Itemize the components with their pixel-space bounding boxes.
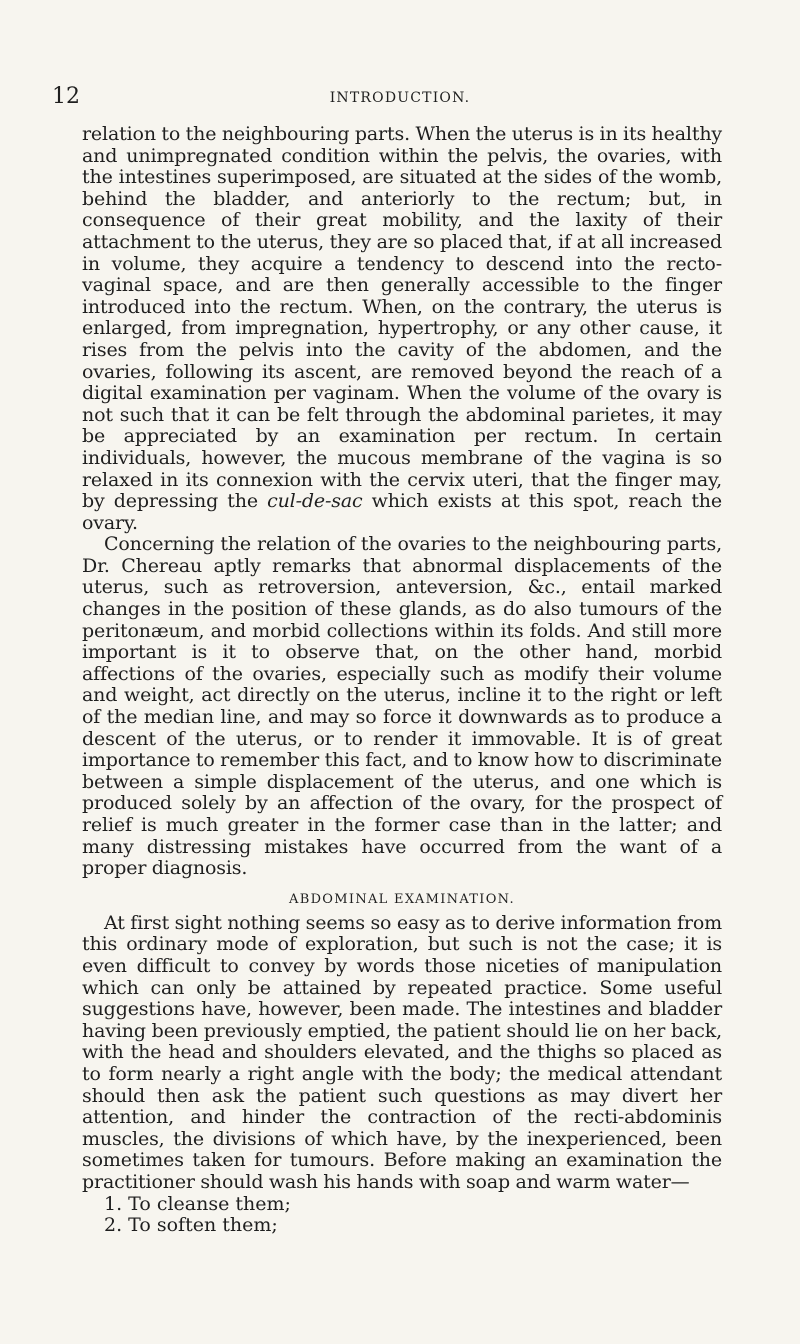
list-item: 2. To soften them; bbox=[104, 1214, 278, 1237]
list-item: 1. To cleanse them; bbox=[104, 1192, 291, 1215]
body-text bbox=[82, 124, 722, 1237]
page-number: 12 bbox=[52, 84, 80, 109]
running-head: INTRODUCTION. bbox=[329, 90, 471, 106]
paragraph-ovary-relation bbox=[82, 124, 722, 534]
italic-term: cul-de-sac bbox=[267, 490, 363, 513]
paragraph-text: which exists at this spot, reach the ovary. bbox=[82, 490, 722, 534]
paragraph-chereau: Concerning the relation of the ovaries to the neighbouring parts, Dr. Chereau aptly remarks that abnormal displacements of the uterus, such as retroversion, anteversion, &c., entail marked changes in the position of these glands, as do also tumours of the peritonæum, and morbid collections within its folds. And still more important is it to observe that, on the other hand, morbid affections of the ovaries, especially such as modify their volume and weight, act directly on the uterus, incline it to the right or left of the median line, and may so force it downwards as to produce a descent of the uterus, or to render it immovable. It is of great importance to remember this fact, and to know how to discriminate between a simple displacement of the uterus, and one which is produced solely by an affection of the ovary, for the prospect of relief is much greater in the former case than in the latter; and many distressing mistakes have occurred from the want of a proper diagnosis. bbox=[82, 533, 722, 880]
paragraph-text: relation to the neighbouring parts. When the uterus is in its healthy and unimpregnated condition within the pelvis, the ovaries, with the intestines superimposed, are situated at the sides of the womb, behind the bladder, and anteriorly to the rectum; but, in consequence of their great mobility, and the laxity of their attachment to the uterus, they are so placed that, if at all increased in volume, they acquire a tendency to descend into the recto-vaginal space, and are then generally accessible to the finger introduced into the rectum. When, on the contrary, the uterus is enlarged, from impregnation, hypertrophy, or any other cause, it rises from the pelvis into the cavity of the abdomen, and the ovaries, following its ascent, are removed beyond the reach of a digital examination per vaginam. When the volume of the ovary is not such that it can be felt through the abdominal parietes, it may be appreciated by an examination per rectum. In certain individuals, however, the mucous membrane of the vagina is so relaxed in its connexion with the cervix uteri, that the finger may, by depressing the bbox=[82, 123, 722, 513]
page-header bbox=[52, 86, 748, 110]
section-heading: ABDOMINAL EXAMINATION. bbox=[289, 891, 515, 907]
instruction-list bbox=[82, 1194, 722, 1237]
paragraph-abdominal-examination: At first sight nothing seems so easy as to derive information from this ordinary mode of exploration, but such is not the case; it is even difficult to convey by words those niceties of manipulation which can only be attained by repeated practice. Some useful suggestions have, however, been made. The intestines and bladder having been previously emptied, the patient should lie on her back, with the head and shoulders elevated, and the thighs so placed as to form nearly a right angle with the body; the medical attendant should then ask the patient such questions as may divert her attention, and hinder the contraction of the recti-abdominis muscles, the divisions of which have, by the inexperienced, been sometimes taken for tumours. Before making an examination the practitioner should wash his hands with soap and warm water— bbox=[82, 911, 722, 1193]
